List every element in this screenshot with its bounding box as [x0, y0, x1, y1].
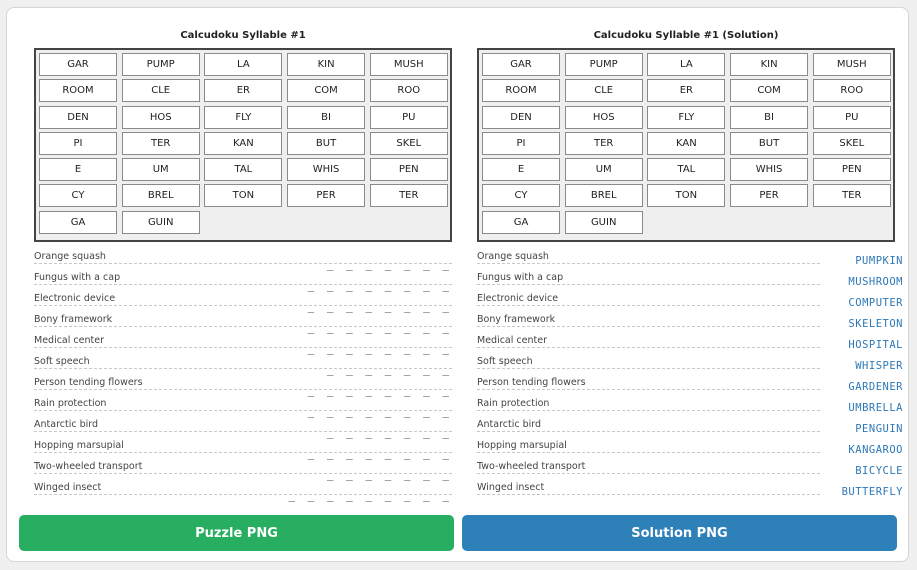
syllable-cell: TAL: [647, 158, 725, 181]
clue-label: Hopping marsupial: [34, 440, 124, 451]
syllable-cell: PI: [482, 132, 560, 155]
clue-label: Fungus with a cap: [477, 272, 564, 283]
syllable-cell: COM: [730, 79, 808, 102]
clue-label: Antarctic bird: [477, 419, 542, 430]
syllable-cell: E: [39, 158, 117, 181]
dashed-divider: [477, 263, 820, 264]
syllable-cell: MUSH: [813, 53, 891, 76]
syllable-cell: TON: [647, 184, 725, 207]
answer-text: SKELETON: [848, 318, 903, 330]
clue-label: Medical center: [477, 335, 547, 346]
answer-text: PENGUIN: [855, 423, 903, 435]
syllable-cell: FLY: [204, 106, 282, 129]
answer-text: KANGAROO: [848, 444, 903, 456]
clue-row: [34, 479, 452, 500]
answer-text: UMBRELLA: [848, 402, 903, 414]
main-card: [6, 7, 909, 562]
syllable-cell: PER: [730, 184, 808, 207]
clue-row: [477, 269, 903, 290]
clue-row: [477, 458, 903, 479]
dashed-divider: [477, 347, 820, 348]
syllable-cell: SKEL: [813, 132, 891, 155]
syllable-cell: HOS: [565, 106, 643, 129]
syllable-cell: BREL: [565, 184, 643, 207]
clue-label: Medical center: [34, 335, 104, 346]
dashed-divider: [477, 389, 820, 390]
clue-row: [34, 395, 452, 416]
syllable-cell: ROOM: [39, 79, 117, 102]
syllable-cell: WHIS: [287, 158, 365, 181]
clue-label: Person tending flowers: [34, 377, 143, 388]
syllable-cell: CLE: [565, 79, 643, 102]
clue-label: Orange squash: [477, 251, 549, 262]
syllable-cell: FLY: [647, 106, 725, 129]
syllable-cell: PUMP: [122, 53, 200, 76]
clue-row: [477, 248, 903, 269]
syllable-cell: ER: [204, 79, 282, 102]
clue-label: Hopping marsupial: [477, 440, 567, 451]
syllable-cell: TER: [122, 132, 200, 155]
answer-blanks: _ _ _ _ _ _ _ _: [307, 321, 452, 334]
answer-text: WHISPER: [855, 360, 903, 372]
clue-row: [477, 416, 903, 437]
answer-text: MUSHROOM: [848, 276, 903, 288]
clue-label: Two-wheeled transport: [34, 461, 143, 472]
answer-blanks: _ _ _ _ _ _ _ _: [307, 405, 452, 418]
syllable-cell: PEN: [370, 158, 448, 181]
syllable-cell: ER: [647, 79, 725, 102]
solution-title: Calcudoku Syllable #1 (Solution): [593, 30, 779, 41]
syllable-cell: UM: [565, 158, 643, 181]
syllable-cell: E: [482, 158, 560, 181]
solution-syllable-grid: [477, 48, 895, 242]
syllable-cell: CLE: [122, 79, 200, 102]
answer-blanks: _ _ _ _ _ _ _ _: [307, 384, 452, 397]
syllable-cell: GAR: [39, 53, 117, 76]
syllable-cell: KAN: [204, 132, 282, 155]
clue-label: Soft speech: [34, 356, 90, 367]
syllable-cell: TER: [370, 184, 448, 207]
answer-text: BUTTERFLY: [841, 486, 903, 498]
clue-label: Electronic device: [477, 293, 559, 304]
clue-row: [477, 332, 903, 353]
answer-text: HOSPITAL: [848, 339, 903, 351]
clue-row: [477, 290, 903, 311]
dashed-divider: [477, 368, 820, 369]
clue-row: [477, 437, 903, 458]
syllable-cell: PER: [287, 184, 365, 207]
clue-row: [34, 290, 452, 311]
answer-blanks: _ _ _ _ _ _ _ _: [307, 279, 452, 292]
clue-label: Rain protection: [477, 398, 550, 409]
syllable-cell: BUT: [287, 132, 365, 155]
syllable-cell: TER: [565, 132, 643, 155]
answer-blanks: _ _ _ _ _ _ _: [326, 258, 452, 271]
syllable-cell: BUT: [730, 132, 808, 155]
syllable-cell: MUSH: [370, 53, 448, 76]
syllable-cell: HOS: [122, 106, 200, 129]
syllable-cell: GUIN: [122, 211, 200, 234]
syllable-cell: ROO: [813, 79, 891, 102]
clue-row: [34, 437, 452, 458]
answer-blanks: _ _ _ _ _ _ _: [326, 468, 452, 481]
syllable-cell: GAR: [482, 53, 560, 76]
clue-row: [477, 395, 903, 416]
syllable-cell: CY: [39, 184, 117, 207]
syllable-cell: GUIN: [565, 211, 643, 234]
syllable-cell: DEN: [482, 106, 560, 129]
answer-blanks: _ _ _ _ _ _ _: [326, 363, 452, 376]
clue-row: [34, 416, 452, 437]
syllable-cell: COM: [287, 79, 365, 102]
answer-blanks: _ _ _ _ _ _ _ _: [307, 300, 452, 313]
syllable-cell: BI: [730, 106, 808, 129]
puzzle-syllable-grid: [34, 48, 452, 242]
clue-row: [477, 374, 903, 395]
syllable-cell: LA: [204, 53, 282, 76]
syllable-cell: PU: [370, 106, 448, 129]
clue-row: [34, 353, 452, 374]
syllable-cell: PUMP: [565, 53, 643, 76]
syllable-cell: TER: [813, 184, 891, 207]
puzzle-png-button[interactable]: Puzzle PNG: [19, 515, 454, 551]
dashed-divider: [477, 473, 820, 474]
clue-label: Orange squash: [34, 251, 106, 262]
clue-label: Winged insect: [477, 482, 545, 493]
answer-text: BICYCLE: [855, 465, 903, 477]
answer-text: PUMPKIN: [855, 255, 903, 267]
clue-label: Person tending flowers: [477, 377, 586, 388]
answer-blanks: _ _ _ _ _ _ _ _: [307, 447, 452, 460]
dashed-divider: [477, 326, 820, 327]
clue-row: [34, 269, 452, 290]
syllable-cell: SKEL: [370, 132, 448, 155]
answer-text: COMPUTER: [848, 297, 903, 309]
syllable-cell: ROO: [370, 79, 448, 102]
dashed-divider: [477, 410, 820, 411]
clue-label: Two-wheeled transport: [477, 461, 586, 472]
dashed-divider: [477, 452, 820, 453]
syllable-cell: DEN: [39, 106, 117, 129]
syllable-cell: CY: [482, 184, 560, 207]
syllable-cell: TAL: [204, 158, 282, 181]
clue-label: Fungus with a cap: [34, 272, 121, 283]
syllable-cell: KIN: [287, 53, 365, 76]
syllable-cell: ROOM: [482, 79, 560, 102]
clue-label: Soft speech: [477, 356, 533, 367]
syllable-cell: PU: [813, 106, 891, 129]
clue-label: Winged insect: [34, 482, 102, 493]
syllable-cell: PEN: [813, 158, 891, 181]
dashed-divider: [477, 284, 820, 285]
answer-blanks: _ _ _ _ _ _ _: [326, 426, 452, 439]
syllable-cell: BREL: [122, 184, 200, 207]
syllable-cell: BI: [287, 106, 365, 129]
syllable-cell: LA: [647, 53, 725, 76]
syllable-cell: UM: [122, 158, 200, 181]
syllable-cell: GA: [39, 211, 117, 234]
clue-row: [477, 311, 903, 332]
clue-row: [34, 332, 452, 353]
answer-blanks: _ _ _ _ _ _ _ _: [307, 342, 452, 355]
clue-row: [34, 374, 452, 395]
dashed-divider: [477, 494, 820, 495]
clue-row: [34, 248, 452, 269]
clue-label: Electronic device: [34, 293, 116, 304]
clue-row: [34, 311, 452, 332]
syllable-cell: TON: [204, 184, 282, 207]
answer-blanks: _ _ _ _ _ _ _ _ _: [288, 489, 452, 502]
dashed-divider: [477, 305, 820, 306]
syllable-cell: KIN: [730, 53, 808, 76]
clue-row: [34, 458, 452, 479]
solution-png-button[interactable]: Solution PNG: [462, 515, 897, 551]
clue-label: Bony framework: [34, 314, 113, 325]
dashed-divider: [477, 431, 820, 432]
clue-row: [477, 479, 903, 500]
puzzle-panel: [34, 30, 452, 500]
clue-label: Bony framework: [477, 314, 556, 325]
clue-label: Antarctic bird: [34, 419, 99, 430]
solution-clue-list: [477, 248, 903, 500]
puzzle-title: Calcudoku Syllable #1: [180, 30, 306, 41]
syllable-cell: KAN: [647, 132, 725, 155]
syllable-cell: PI: [39, 132, 117, 155]
syllable-cell: WHIS: [730, 158, 808, 181]
answer-text: GARDENER: [848, 381, 903, 393]
solution-panel: [477, 30, 903, 500]
clue-row: [477, 353, 903, 374]
clue-label: Rain protection: [34, 398, 107, 409]
syllable-cell: GA: [482, 211, 560, 234]
puzzle-clue-list: [34, 248, 452, 500]
